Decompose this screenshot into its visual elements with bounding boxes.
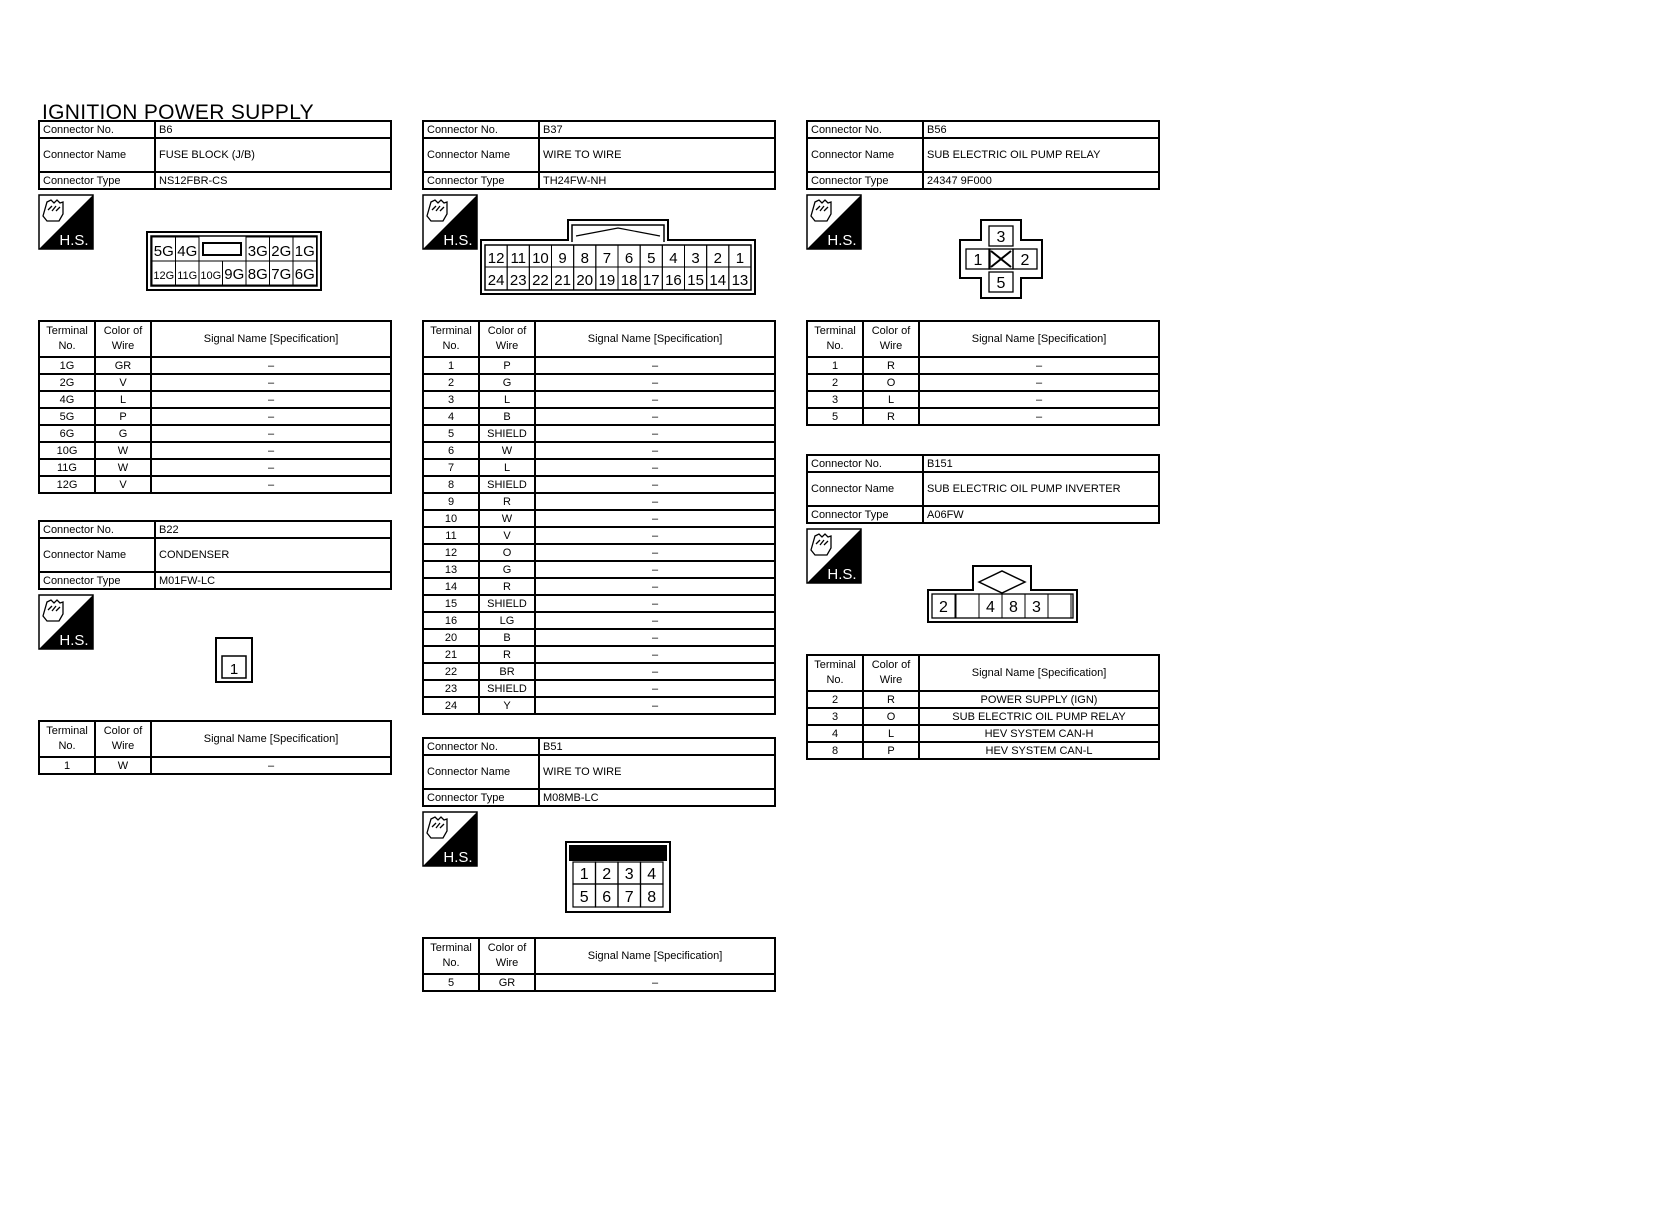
table-row bbox=[423, 629, 775, 646]
harness-side-icon bbox=[422, 194, 478, 250]
signal-name-cell: – bbox=[919, 408, 1159, 425]
pin-label: 10G bbox=[200, 270, 222, 282]
hs-label: H.S. bbox=[827, 232, 857, 249]
connector-header-b22 bbox=[38, 520, 392, 590]
terminal-no-cell: 16 bbox=[423, 612, 479, 629]
wire-color-cell: V bbox=[95, 476, 151, 493]
terminal-no-cell: 6G bbox=[39, 425, 95, 442]
pin-label: 13 bbox=[731, 272, 749, 289]
signal-name-cell: – bbox=[151, 442, 391, 459]
wire-color-cell: G bbox=[479, 561, 535, 578]
th-wire-color: Color of Wire bbox=[479, 321, 535, 357]
pin-label: 16 bbox=[665, 272, 682, 289]
harness-side-icon bbox=[38, 194, 94, 250]
pin-label: 1G bbox=[294, 243, 315, 260]
wire-color-cell: GR bbox=[479, 974, 535, 991]
pin-label: 23 bbox=[509, 272, 527, 289]
pin-label: 4 bbox=[669, 250, 678, 267]
b37-type: TH24FW-NH bbox=[539, 172, 775, 189]
wire-color-cell: W bbox=[95, 757, 151, 774]
label-connector-name: Connector Name bbox=[39, 138, 155, 172]
pin-label: 3 bbox=[1032, 599, 1041, 616]
pin-label: 22 bbox=[532, 272, 549, 289]
terminal-no-cell: 5 bbox=[807, 408, 863, 425]
wire-color-cell: P bbox=[479, 357, 535, 374]
pin-label: 2 bbox=[939, 599, 948, 616]
wire-color-cell: BR bbox=[479, 663, 535, 680]
pin-label: 8 bbox=[1009, 599, 1018, 616]
terminal-no-cell: 21 bbox=[423, 646, 479, 663]
table-row bbox=[423, 459, 775, 476]
th-wire-color: Color of Wire bbox=[95, 721, 151, 757]
wire-color-cell: G bbox=[479, 374, 535, 391]
terminal-no-cell: 1 bbox=[423, 357, 479, 374]
wire-color-cell: W bbox=[479, 510, 535, 527]
label-connector-type: Connector Type bbox=[423, 789, 539, 806]
signal-name-cell: – bbox=[535, 629, 775, 646]
b6-type: NS12FBR-CS bbox=[155, 172, 391, 189]
table-row bbox=[39, 391, 391, 408]
pin-label: 7 bbox=[602, 250, 612, 267]
th-wire-color: Color of Wire bbox=[863, 655, 919, 691]
hs-label: H.S. bbox=[59, 632, 89, 649]
harness-side-icon bbox=[806, 194, 862, 250]
table-row bbox=[423, 697, 775, 714]
table-row bbox=[807, 691, 1159, 708]
connector-face-b151 bbox=[927, 564, 1079, 624]
pin-label: 5 bbox=[996, 275, 1006, 292]
signal-name-cell: – bbox=[151, 408, 391, 425]
wire-color-cell: SHIELD bbox=[479, 595, 535, 612]
table-row bbox=[423, 974, 775, 991]
terminal-no-cell: 8 bbox=[807, 742, 863, 759]
signal-name-cell: HEV SYSTEM CAN-L bbox=[919, 742, 1159, 759]
wire-color-cell: LG bbox=[479, 612, 535, 629]
table-row bbox=[423, 510, 775, 527]
label-connector-no: Connector No. bbox=[423, 738, 539, 755]
wire-color-cell: R bbox=[479, 578, 535, 595]
th-terminal-no: Terminal No. bbox=[423, 938, 479, 974]
connector-header-b6 bbox=[38, 120, 392, 190]
pin-label: 12G bbox=[153, 270, 175, 282]
th-terminal-no: Terminal No. bbox=[39, 721, 95, 757]
pin-label: 14 bbox=[709, 272, 727, 289]
th-signal-name: Signal Name [Specification] bbox=[151, 721, 391, 757]
table-row bbox=[423, 561, 775, 578]
signal-name-cell: – bbox=[919, 374, 1159, 391]
signal-name-cell: – bbox=[535, 974, 775, 991]
th-wire-color: Color of Wire bbox=[95, 321, 151, 357]
wire-color-cell: G bbox=[95, 425, 151, 442]
pin-label: 1 bbox=[735, 250, 745, 267]
signal-name-cell: – bbox=[151, 374, 391, 391]
signal-name-cell: – bbox=[151, 357, 391, 374]
pin-label: 8 bbox=[647, 889, 657, 906]
wire-color-cell: R bbox=[863, 691, 919, 708]
pin-label: 8 bbox=[580, 250, 589, 267]
b51-name: WIRE TO WIRE bbox=[539, 755, 775, 789]
wire-color-cell: P bbox=[95, 408, 151, 425]
b22-type: M01FW-LC bbox=[155, 572, 391, 589]
pin-label: 21 bbox=[554, 272, 571, 289]
table-row bbox=[423, 663, 775, 680]
terminal-no-cell: 14 bbox=[423, 578, 479, 595]
terminal-no-cell: 13 bbox=[423, 561, 479, 578]
wire-color-cell: P bbox=[863, 742, 919, 759]
wire-color-cell: W bbox=[479, 442, 535, 459]
table-row bbox=[807, 374, 1159, 391]
signal-name-cell: – bbox=[535, 595, 775, 612]
pin-label: 3 bbox=[691, 250, 700, 267]
signal-name-cell: – bbox=[919, 391, 1159, 408]
b51-no: B51 bbox=[539, 738, 775, 755]
table-row bbox=[423, 680, 775, 697]
page-title: IGNITION POWER SUPPLY bbox=[42, 101, 314, 124]
terminal-no-cell: 2G bbox=[39, 374, 95, 391]
wire-color-cell: R bbox=[479, 646, 535, 663]
signal-name-cell: – bbox=[535, 561, 775, 578]
signal-name-cell: – bbox=[535, 697, 775, 714]
terminal-no-cell: 12 bbox=[423, 544, 479, 561]
pin-label: 19 bbox=[598, 272, 616, 289]
terminal-table-b51 bbox=[422, 937, 776, 992]
signal-name-cell: – bbox=[535, 476, 775, 493]
terminal-no-cell: 11 bbox=[423, 527, 479, 544]
wire-color-cell: R bbox=[863, 408, 919, 425]
pin-label: 8G bbox=[247, 266, 268, 283]
terminal-no-cell: 5 bbox=[423, 974, 479, 991]
terminal-no-cell: 5G bbox=[39, 408, 95, 425]
b22-name: CONDENSER bbox=[155, 538, 391, 572]
terminal-no-cell: 2 bbox=[423, 374, 479, 391]
signal-name-cell: – bbox=[151, 391, 391, 408]
th-terminal-no: Terminal No. bbox=[423, 321, 479, 357]
label-connector-name: Connector Name bbox=[423, 755, 539, 789]
terminal-no-cell: 12G bbox=[39, 476, 95, 493]
label-connector-no: Connector No. bbox=[423, 121, 539, 138]
signal-name-cell: – bbox=[535, 357, 775, 374]
b6-name: FUSE BLOCK (J/B) bbox=[155, 138, 391, 172]
pin-label: 7 bbox=[624, 889, 634, 906]
th-signal-name: Signal Name [Specification] bbox=[919, 321, 1159, 357]
table-row bbox=[423, 578, 775, 595]
signal-name-cell: – bbox=[535, 425, 775, 442]
pin-label: 2 bbox=[713, 250, 722, 267]
hs-label: H.S. bbox=[827, 566, 857, 583]
terminal-table-b37 bbox=[422, 320, 776, 715]
signal-name-cell: – bbox=[535, 680, 775, 697]
connector-header-b51 bbox=[422, 737, 776, 807]
th-signal-name: Signal Name [Specification] bbox=[535, 938, 775, 974]
terminal-no-cell: 20 bbox=[423, 629, 479, 646]
connector-face-b6 bbox=[146, 231, 322, 291]
wire-color-cell: Y bbox=[479, 697, 535, 714]
harness-side-icon bbox=[806, 528, 862, 584]
wire-color-cell: W bbox=[95, 442, 151, 459]
table-row bbox=[423, 391, 775, 408]
table-row bbox=[807, 391, 1159, 408]
signal-name-cell: SUB ELECTRIC OIL PUMP RELAY bbox=[919, 708, 1159, 725]
wire-color-cell: B bbox=[479, 408, 535, 425]
signal-name-cell: – bbox=[535, 612, 775, 629]
pin-label: 18 bbox=[620, 272, 638, 289]
signal-name-cell: – bbox=[535, 391, 775, 408]
latch-bar bbox=[569, 845, 667, 861]
terminal-no-cell: 6 bbox=[423, 442, 479, 459]
terminal-no-cell: 10G bbox=[39, 442, 95, 459]
terminal-no-cell: 1 bbox=[39, 757, 95, 774]
pin-label: 3G bbox=[247, 243, 268, 260]
wire-color-cell: O bbox=[863, 708, 919, 725]
pin-label: 5G bbox=[153, 243, 174, 260]
pin-label: 11G bbox=[177, 270, 198, 282]
signal-name-cell: HEV SYSTEM CAN-H bbox=[919, 725, 1159, 742]
pin-label: 20 bbox=[576, 272, 594, 289]
table-row bbox=[423, 595, 775, 612]
table-row bbox=[807, 408, 1159, 425]
label-connector-name: Connector Name bbox=[423, 138, 539, 172]
wire-color-cell: L bbox=[95, 391, 151, 408]
th-terminal-no: Terminal No. bbox=[39, 321, 95, 357]
label-connector-type: Connector Type bbox=[807, 172, 923, 189]
label-connector-no: Connector No. bbox=[39, 521, 155, 538]
pin-label: 4G bbox=[177, 243, 198, 260]
terminal-no-cell: 1G bbox=[39, 357, 95, 374]
signal-name-cell: – bbox=[535, 544, 775, 561]
connector-face-b37 bbox=[480, 218, 756, 296]
label-connector-no: Connector No. bbox=[807, 455, 923, 472]
wire-color-cell: SHIELD bbox=[479, 680, 535, 697]
table-row bbox=[39, 374, 391, 391]
b56-no: B56 bbox=[923, 121, 1159, 138]
terminal-no-cell: 2 bbox=[807, 374, 863, 391]
table-row bbox=[807, 742, 1159, 759]
connector-header-b56 bbox=[806, 120, 1160, 190]
terminal-no-cell: 4G bbox=[39, 391, 95, 408]
table-row bbox=[423, 442, 775, 459]
pin-label: 3 bbox=[996, 229, 1006, 246]
terminal-no-cell: 3 bbox=[423, 391, 479, 408]
signal-name-cell: – bbox=[535, 408, 775, 425]
table-row bbox=[39, 476, 391, 493]
connector-header-b37 bbox=[422, 120, 776, 190]
pin-label: 12 bbox=[487, 250, 505, 267]
signal-name-cell: – bbox=[535, 527, 775, 544]
b51-type: M08MB-LC bbox=[539, 789, 775, 806]
signal-name-cell: – bbox=[151, 459, 391, 476]
wire-color-cell: V bbox=[95, 374, 151, 391]
table-row bbox=[423, 476, 775, 493]
label-connector-type: Connector Type bbox=[807, 506, 923, 523]
signal-name-cell: – bbox=[151, 476, 391, 493]
th-terminal-no: Terminal No. bbox=[807, 655, 863, 691]
hs-label: H.S. bbox=[443, 849, 473, 866]
terminal-no-cell: 4 bbox=[807, 725, 863, 742]
table-row bbox=[423, 357, 775, 374]
wire-color-cell: R bbox=[479, 493, 535, 510]
b22-no: B22 bbox=[155, 521, 391, 538]
terminal-table-b6 bbox=[38, 320, 392, 494]
harness-side-icon bbox=[38, 594, 94, 650]
terminal-no-cell: 9 bbox=[423, 493, 479, 510]
table-row bbox=[423, 408, 775, 425]
table-row bbox=[423, 493, 775, 510]
pin-label: 6 bbox=[602, 889, 612, 906]
wire-color-cell: GR bbox=[95, 357, 151, 374]
pin-label: 17 bbox=[642, 272, 660, 289]
table-row bbox=[39, 425, 391, 442]
table-row bbox=[39, 357, 391, 374]
signal-name-cell: – bbox=[535, 510, 775, 527]
table-row bbox=[423, 544, 775, 561]
label-connector-no: Connector No. bbox=[807, 121, 923, 138]
harness-side-icon bbox=[422, 811, 478, 867]
pin-label: 6 bbox=[624, 250, 634, 267]
signal-name-cell: – bbox=[535, 578, 775, 595]
b151-no: B151 bbox=[923, 455, 1159, 472]
signal-name-cell: – bbox=[919, 357, 1159, 374]
terminal-no-cell: 15 bbox=[423, 595, 479, 612]
b56-type: 24347 9F000 bbox=[923, 172, 1159, 189]
pin-label: 10 bbox=[532, 250, 549, 267]
connector-face-b56 bbox=[958, 218, 1044, 300]
wire-color-cell: L bbox=[479, 459, 535, 476]
pin-label: 9 bbox=[558, 250, 567, 267]
signal-name-cell: – bbox=[535, 663, 775, 680]
th-wire-color: Color of Wire bbox=[863, 321, 919, 357]
terminal-table-b22 bbox=[38, 720, 392, 775]
th-wire-color: Color of Wire bbox=[479, 938, 535, 974]
terminal-no-cell: 11G bbox=[39, 459, 95, 476]
signal-name-cell: – bbox=[151, 425, 391, 442]
table-row bbox=[807, 357, 1159, 374]
connector-header-b151 bbox=[806, 454, 1160, 524]
pin-label: 1 bbox=[229, 661, 239, 678]
pin-label: 9G bbox=[224, 266, 245, 283]
signal-name-cell: – bbox=[535, 493, 775, 510]
table-row bbox=[39, 408, 391, 425]
hs-label: H.S. bbox=[443, 232, 473, 249]
terminal-no-cell: 4 bbox=[423, 408, 479, 425]
wire-color-cell: SHIELD bbox=[479, 476, 535, 493]
wire-color-cell: L bbox=[863, 725, 919, 742]
pin-label: 5 bbox=[579, 889, 589, 906]
b37-name: WIRE TO WIRE bbox=[539, 138, 775, 172]
terminal-no-cell: 23 bbox=[423, 680, 479, 697]
pin-label: 7G bbox=[271, 266, 292, 283]
wire-color-cell: L bbox=[479, 391, 535, 408]
pin-label: 6G bbox=[294, 266, 315, 283]
th-terminal-no: Terminal No. bbox=[807, 321, 863, 357]
table-row bbox=[423, 425, 775, 442]
pin-label: 4 bbox=[647, 866, 657, 883]
wire-color-cell: W bbox=[95, 459, 151, 476]
terminal-no-cell: 10 bbox=[423, 510, 479, 527]
b151-type: A06FW bbox=[923, 506, 1159, 523]
pin-label: 4 bbox=[986, 599, 995, 616]
wire-color-cell: O bbox=[479, 544, 535, 561]
connector-face-b51 bbox=[565, 841, 671, 913]
wire-color-cell: V bbox=[479, 527, 535, 544]
th-signal-name: Signal Name [Specification] bbox=[535, 321, 775, 357]
table-row bbox=[423, 612, 775, 629]
table-row bbox=[39, 459, 391, 476]
table-row bbox=[39, 757, 391, 774]
connector-face-b22 bbox=[214, 636, 254, 684]
pin-label: 24 bbox=[487, 272, 505, 289]
pin-label: 2G bbox=[271, 243, 292, 260]
wire-color-cell: O bbox=[863, 374, 919, 391]
wire-color-cell: L bbox=[863, 391, 919, 408]
pin-label: 1 bbox=[579, 866, 589, 883]
label-connector-type: Connector Type bbox=[423, 172, 539, 189]
table-row bbox=[423, 646, 775, 663]
label-connector-type: Connector Type bbox=[39, 572, 155, 589]
b56-name: SUB ELECTRIC OIL PUMP RELAY bbox=[923, 138, 1159, 172]
table-row bbox=[807, 725, 1159, 742]
b37-no: B37 bbox=[539, 121, 775, 138]
signal-name-cell: POWER SUPPLY (IGN) bbox=[919, 691, 1159, 708]
terminal-no-cell: 22 bbox=[423, 663, 479, 680]
pin-label: 2 bbox=[1020, 252, 1030, 269]
terminal-no-cell: 5 bbox=[423, 425, 479, 442]
signal-name-cell: – bbox=[535, 374, 775, 391]
pin-label: 5 bbox=[647, 250, 656, 267]
terminal-no-cell: 3 bbox=[807, 708, 863, 725]
signal-name-cell: – bbox=[535, 646, 775, 663]
pin-label: 2 bbox=[602, 866, 612, 883]
th-signal-name: Signal Name [Specification] bbox=[919, 655, 1159, 691]
terminal-no-cell: 2 bbox=[807, 691, 863, 708]
th-signal-name: Signal Name [Specification] bbox=[151, 321, 391, 357]
signal-name-cell: – bbox=[535, 459, 775, 476]
table-row bbox=[807, 708, 1159, 725]
signal-name-cell: – bbox=[535, 442, 775, 459]
pin-label: 1 bbox=[973, 252, 983, 269]
pin-label: 3 bbox=[624, 866, 634, 883]
terminal-no-cell: 8 bbox=[423, 476, 479, 493]
label-connector-name: Connector Name bbox=[807, 138, 923, 172]
terminal-no-cell: 3 bbox=[807, 391, 863, 408]
terminal-no-cell: 7 bbox=[423, 459, 479, 476]
label-connector-name: Connector Name bbox=[807, 472, 923, 506]
pin-label: 15 bbox=[687, 272, 704, 289]
b6-no: B6 bbox=[155, 121, 391, 138]
terminal-no-cell: 24 bbox=[423, 697, 479, 714]
table-row bbox=[423, 374, 775, 391]
terminal-no-cell: 1 bbox=[807, 357, 863, 374]
wire-color-cell: SHIELD bbox=[479, 425, 535, 442]
label-connector-no: Connector No. bbox=[39, 121, 155, 138]
signal-name-cell: – bbox=[151, 757, 391, 774]
hs-label: H.S. bbox=[59, 232, 89, 249]
table-row bbox=[423, 527, 775, 544]
pin-label: 11 bbox=[510, 250, 527, 267]
wire-color-cell: R bbox=[863, 357, 919, 374]
terminal-table-b56 bbox=[806, 320, 1160, 426]
wire-color-cell: B bbox=[479, 629, 535, 646]
table-row bbox=[39, 442, 391, 459]
terminal-table-b151 bbox=[806, 654, 1160, 760]
label-connector-name: Connector Name bbox=[39, 538, 155, 572]
label-connector-type: Connector Type bbox=[39, 172, 155, 189]
b151-name: SUB ELECTRIC OIL PUMP INVERTER bbox=[923, 472, 1159, 506]
